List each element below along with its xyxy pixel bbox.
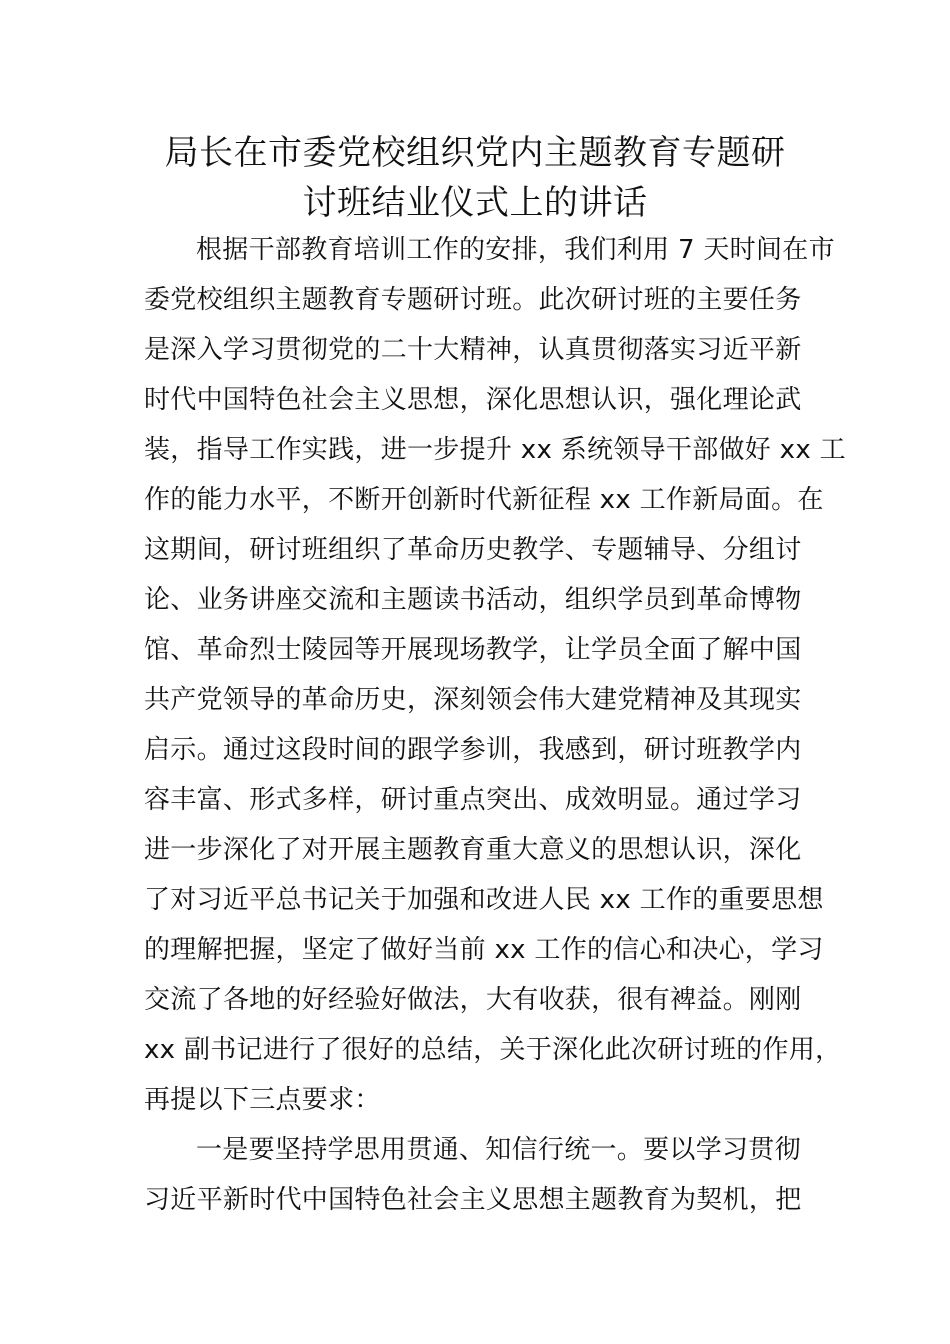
- paragraph-line: 启示。通过这段时间的跟学参训，我感到，研讨班教学内: [144, 735, 802, 765]
- paragraph-line: 交流了各地的好经验好做法，大有收获，很有裨益。刚刚: [144, 985, 802, 1015]
- paragraph-line: 论、业务讲座交流和主题读书活动，组织学员到革命博物: [144, 585, 802, 615]
- paragraph-line: 这期间，研讨班组织了革命历史教学、专题辅导、分组讨: [144, 535, 802, 565]
- paragraph-line: 的理解把握，坚定了做好当前 xx 工作的信心和决心，学习: [144, 935, 824, 965]
- paragraph-line: 共产党领导的革命历史，深刻领会伟大建党精神及其现实: [144, 685, 802, 715]
- paragraph-line: 作的能力水平，不断开创新时代新征程 xx 工作新局面。在: [144, 485, 824, 515]
- paragraph-line: 容丰富、形式多样，研讨重点突出、成效明显。通过学习: [144, 785, 802, 815]
- paragraph-line: 是深入学习贯彻党的二十大精神，认真贯彻落实习近平新: [144, 335, 802, 365]
- paragraph-line: 了对习近平总书记关于加强和改进人民 xx 工作的重要思想: [144, 885, 824, 915]
- paragraph-line: 时代中国特色社会主义思想，深化思想认识，强化理论武: [144, 385, 802, 415]
- paragraph-line: 馆、革命烈士陵园等开展现场教学，让学员全面了解中国: [144, 635, 802, 665]
- document-title-line-1: 局长在市委党校组织党内主题教育专题研: [164, 133, 786, 173]
- paragraph-line: 装，指导工作实践，进一步提升 xx 系统领导干部做好 xx 工: [144, 435, 846, 465]
- paragraph-line: 委党校组织主题教育专题研讨班。此次研讨班的主要任务: [144, 285, 802, 315]
- paragraph-line: xx 副书记进行了很好的总结，关于深化此次研讨班的作用，: [144, 1035, 842, 1065]
- paragraph-line: 根据干部教育培训工作的安排，我们利用 7 天时间在市: [196, 235, 835, 265]
- paragraph-line: 进一步深化了对开展主题教育重大意义的思想认识，深化: [144, 835, 802, 865]
- document-title-line-2: 讨班结业仪式上的讲话: [302, 183, 648, 223]
- paragraph-line: 一是要坚持学思用贯通、知信行统一。要以学习贯彻: [196, 1135, 801, 1165]
- paragraph-line: 再提以下三点要求：: [144, 1085, 381, 1115]
- paragraph-line: 习近平新时代中国特色社会主义思想主题教育为契机，把: [144, 1185, 802, 1215]
